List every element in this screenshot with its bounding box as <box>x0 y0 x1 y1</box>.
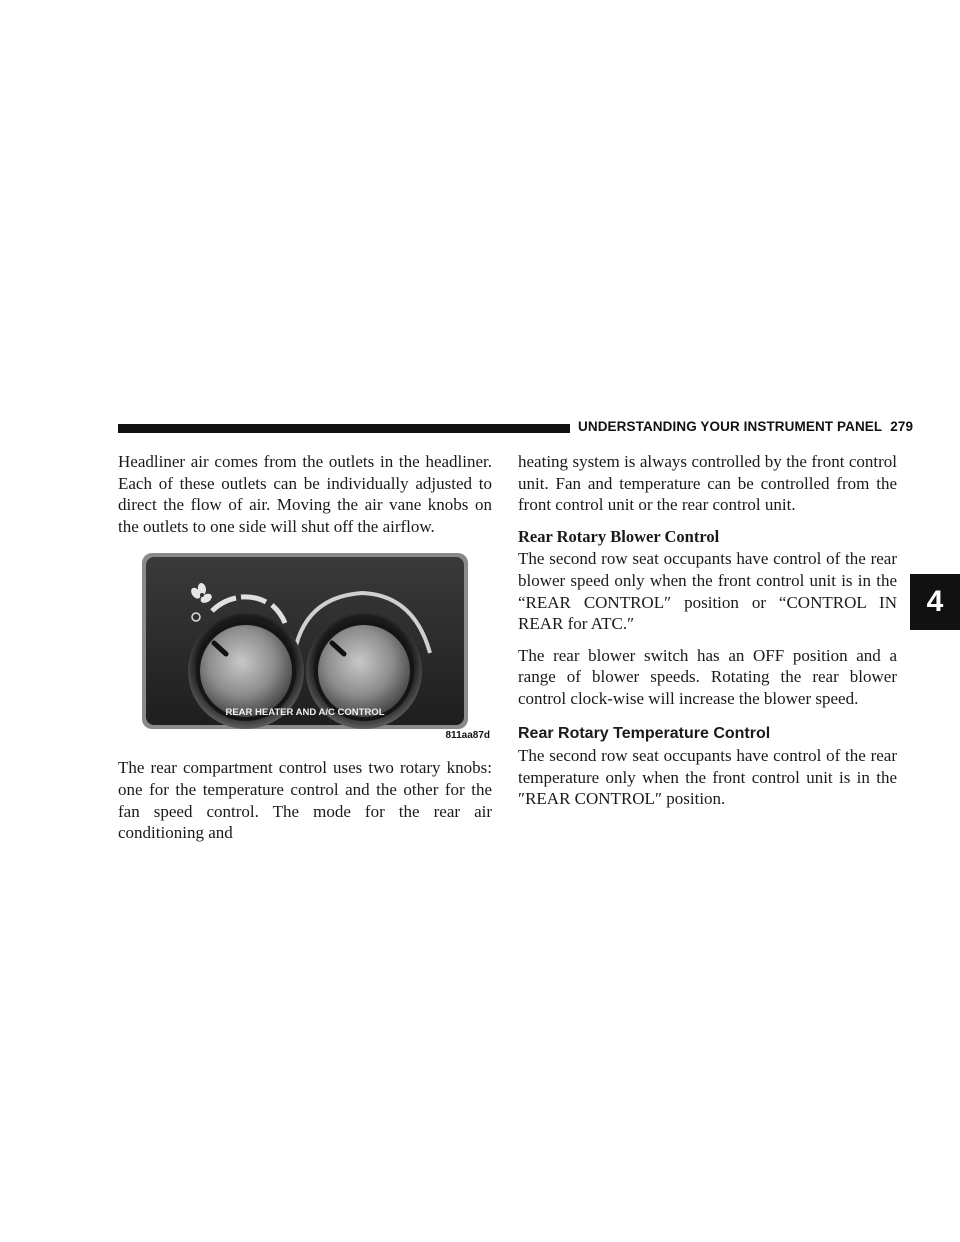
paragraph-blower-2: The rear blower switch has an OFF position and a range of blower speeds. Rotating the rear blower control clock-wise will increase the blower speed. <box>518 645 897 708</box>
left-column <box>118 451 492 854</box>
heading-rear-rotary-blower: Rear Rotary Blower Control <box>518 526 720 546</box>
paragraph-headliner-air: Headliner air comes from the outlets in the headliner. Each of these outlets can be individually adjusted to direct the flow of air. Moving the air vane knobs on the outlets to one side will shut off the airflow. <box>118 452 492 536</box>
section-title: UNDERSTANDING YOUR INSTRUMENT PANEL <box>578 419 883 434</box>
paragraph-blower-1: The second row seat occupants have control of the rear blower speed only when the front control unit is in the “REAR CONTROL″ position or “CONTROL IN REAR for ATC.″ <box>518 549 897 634</box>
image-code: 811aa87d <box>445 729 490 741</box>
rear-control-figure <box>118 553 492 743</box>
page-number: 279 <box>890 419 914 434</box>
paragraph-temperature-1: The second row seat occupants have control of the rear temperature only when the front control unit is in the ″REAR CONTROL″ position. <box>518 746 897 809</box>
paragraph-continued: heating system is always controlled by the front control unit. Fan and temperature can be controlled from the front control unit or the rear control unit. <box>518 452 897 515</box>
rear-heater-panel-illustration <box>118 553 492 743</box>
heading-rear-rotary-temperature: Rear Rotary Temperature Control <box>518 724 771 742</box>
chapter-tab: 4 <box>910 574 960 630</box>
panel-label: REAR HEATER AND A/C CONTROL <box>225 707 385 719</box>
header-rule <box>118 424 570 433</box>
running-header <box>578 419 913 434</box>
paragraph-rear-compartment: The rear compartment control uses two rotary knobs: one for the temperature control and the other for the fan speed control. The mode for the rear air conditioning and <box>118 758 492 843</box>
right-column <box>518 451 897 820</box>
